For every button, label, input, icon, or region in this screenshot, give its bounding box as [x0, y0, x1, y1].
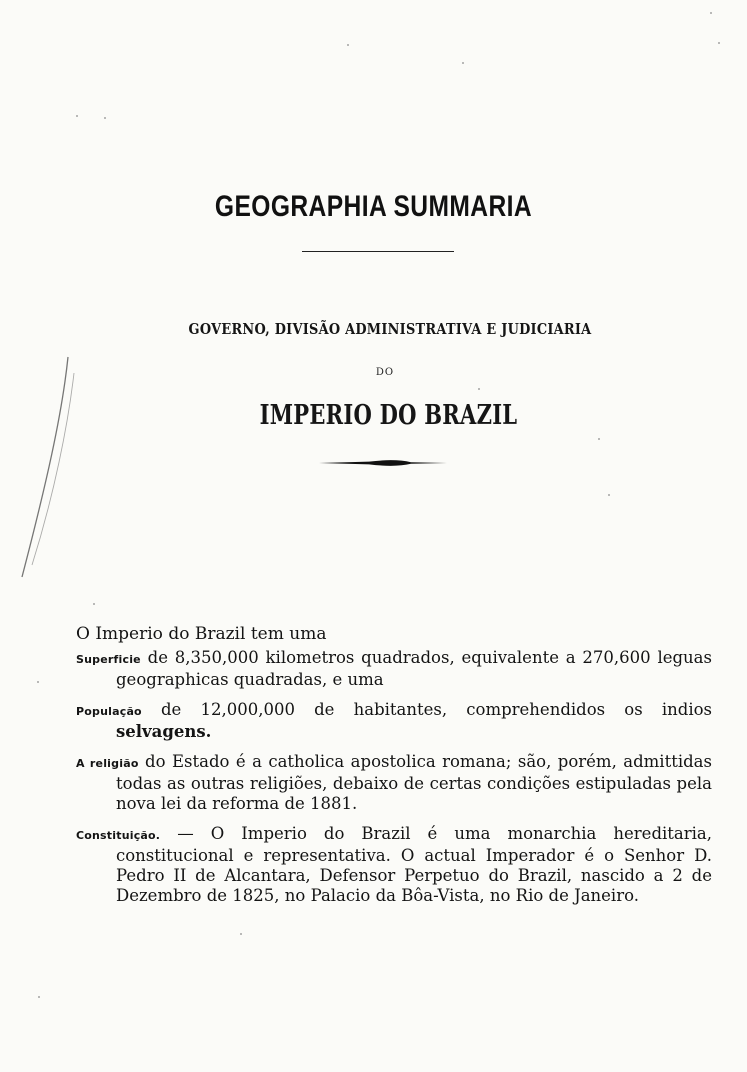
- title-divider: [302, 251, 454, 252]
- entry-text: do Estado é a catholica apostolica romana; são, porém, admittidas todas as outras religiões, debaixo de certas condições estipuladas pela nova lei da reforma de 1881.: [116, 752, 712, 813]
- print-speck: [462, 62, 464, 64]
- entry-bold-tail: selvagens.: [116, 722, 212, 741]
- print-speck: [347, 44, 349, 46]
- entry-populacao: [76, 700, 712, 742]
- print-speck: [478, 388, 480, 390]
- entry-religiao: [76, 752, 712, 814]
- print-speck: [37, 681, 39, 683]
- entry-text: — O Imperio do Brazil é uma monarchia hereditaria, constitucional e representativa. O actual Imperador é o Senhor D. Pedro II de Alcantara, Defensor Perpetuo do Brazil, nascido a 2 de Dezembro de 1825, no Palacio da Bôa-Vista, no Rio de Janeiro.: [116, 824, 712, 905]
- ornamental-rule: [319, 457, 447, 469]
- margin-pencil-mark: [16, 355, 86, 585]
- entry-term: A religião: [76, 757, 139, 770]
- print-speck: [710, 12, 712, 14]
- entry-term: Superficie: [76, 653, 141, 666]
- entry-term: População: [76, 705, 142, 718]
- print-speck: [93, 603, 95, 605]
- print-speck: [38, 996, 40, 998]
- print-speck: [240, 933, 242, 935]
- entry-constituicao: [76, 824, 712, 906]
- print-speck: [718, 42, 720, 44]
- entry-text: de 8,350,000 kilometros quadrados, equivalente a 270,600 leguas geographicas quadradas, e uma: [116, 648, 712, 689]
- print-speck: [598, 438, 600, 440]
- empire-title: IMPERIO DO BRAZIL: [259, 400, 518, 431]
- section-subtitle: GOVERNO, DIVISÃO ADMINISTRATIVA E JUDICIARIA: [188, 320, 592, 338]
- connector-word: DO: [375, 367, 395, 378]
- print-speck: [76, 115, 78, 117]
- entry-superficie: [76, 648, 712, 690]
- intro-line: O Imperio do Brazil tem uma: [76, 624, 327, 644]
- body-text: [76, 624, 712, 916]
- print-speck: [608, 494, 610, 496]
- page-title: GEOGRAPHIA SUMMARIA: [214, 190, 533, 223]
- print-speck: [104, 117, 106, 119]
- entry-term: Constituição.: [76, 829, 161, 842]
- entry-text: de 12,000,000 de habitantes, comprehendidos os indios: [161, 700, 712, 719]
